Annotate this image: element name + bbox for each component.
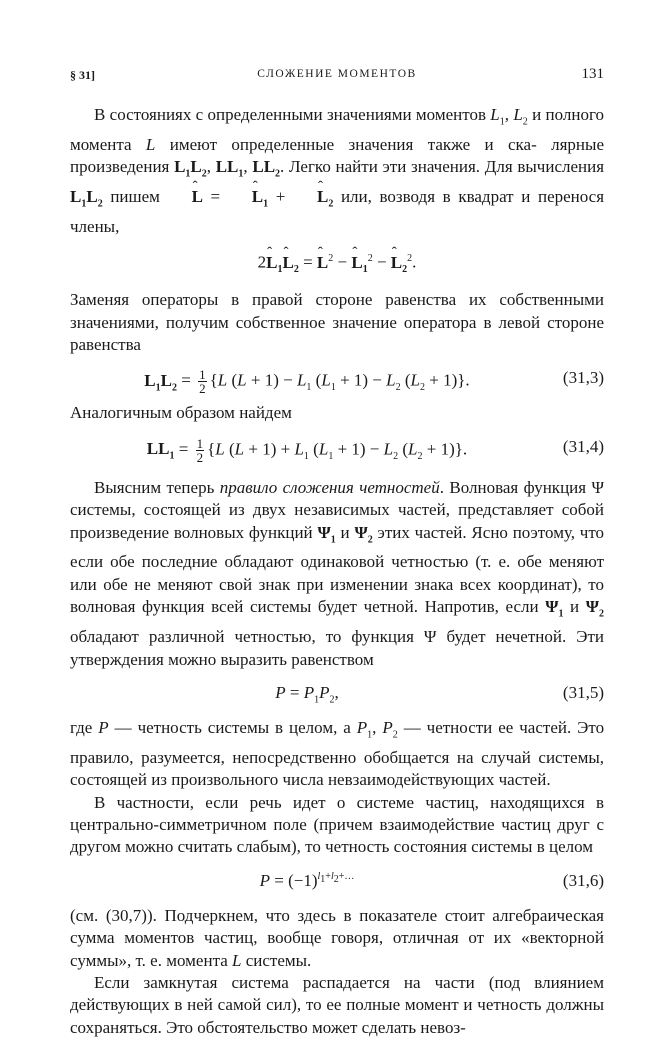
- equation-31-6: $P = (-1)^{l_1+l_2+\dots}$ (31,6): [259, 870, 604, 890]
- running-title: СЛОЖЕНИЕ МОМЕНТОВ: [257, 68, 417, 80]
- equation-number: (31,5): [562, 682, 604, 702]
- equation-31-3: $L_1L_2$ = $\frac{1}{2}$ {L $(L + 1) - L_1$ $(L_1 + 1) - L_2$ $(L_2 + 1)$}. (31,3): [144, 367, 604, 397]
- book-page: [70, 66, 604, 1039]
- page-number: 131: [581, 66, 604, 82]
- equation-31-5: $P = P_1P_2$, (31,5): [275, 682, 604, 706]
- paragraph-7: (см. (30,7)). Подчеркнем, что здесь в показателе стоит алгебраическая сумма моментов частиц, вообще говоря, отличная от их «векторной суммы», т. е. момента L системы.: [70, 905, 604, 970]
- equation-number: (31,6): [562, 870, 604, 890]
- paragraph-5: где P — четность системы в целом, а $P_1$, $P_2$ — четности ее частей. Это правило, разумеется, непосредственно обобщается на случай системы, состоящей из произвольного числа невзаимодействующих частей.: [70, 717, 605, 790]
- equation-31-4: $LL_1$ = $\frac{1}{2}$ {L $(L + 1) + L_1$ $(L_1 + 1) - L_2$ $(L_2 + 1)$}. (31,4): [146, 435, 604, 465]
- equation-number: (31,4): [562, 436, 604, 456]
- paragraph-2: Заменяя операторы в правой стороне равенства их собственными значениями, получим собственное значение оператора в левой стороне равенства: [70, 290, 604, 355]
- section-marker: § 31]: [70, 68, 95, 82]
- paragraph-4: Выясним теперь правило сложения четностей. Волновая функция Ψ системы, состоящей из двух независимых частей, представляет собой произведение волновых функций $\Psi_1$ и $\Psi_2$ этих частей. Ясно поэтому, что если обе последние обладают одинаковой четностью (т. е. обе меняют или обе не меняют свой знак при изменении знака всех координат), то волновая функция всей системы будет четной. Напротив, если $\Psi_1$ и $\Psi_2$ обладают различной четностью, то функция Ψ будет нечетной. Эти утверждения можно выразить равенством: [70, 477, 605, 669]
- paragraph-3: Аналогичным образом найдем: [70, 403, 292, 423]
- page-header: [70, 66, 604, 90]
- equation-square: 2ˆ $L_1ˆ$ $L_2$ = ˆ $L^2$ − ˆ $L_1^2$ − ˆ $L_2^2$.: [70, 248, 604, 281]
- paragraph-6: В частности, если речь идет о системе частиц, находящихся в центрально-симметричном поле (причем взаимодействие частиц друг с другом можно считать слабым), то четность состояния системы в целом: [70, 792, 604, 857]
- paragraph-1: В состояниях с определенными значениями моментов $L_1$, $L_2$ и полного момента L имеют определенные значения также и ска- лярные произведения $L_1L_2$, $LL_1$, $LL_2$. Легко найти эти значения. Для вычисления $L_1L_2$ пишем ˆ L = ˆ $L_1$ + ˆ $L_2$ или, возводя в квадрат и перенося члены,: [70, 104, 604, 238]
- paragraph-8: Если замкнутая система распадается на части (под влиянием действующих в ней самой сил), то ее полные момент и четность должны сохраняться. Это обстоятельство может сделать невоз-: [70, 972, 604, 1037]
- equation-number: (31,3): [562, 368, 604, 388]
